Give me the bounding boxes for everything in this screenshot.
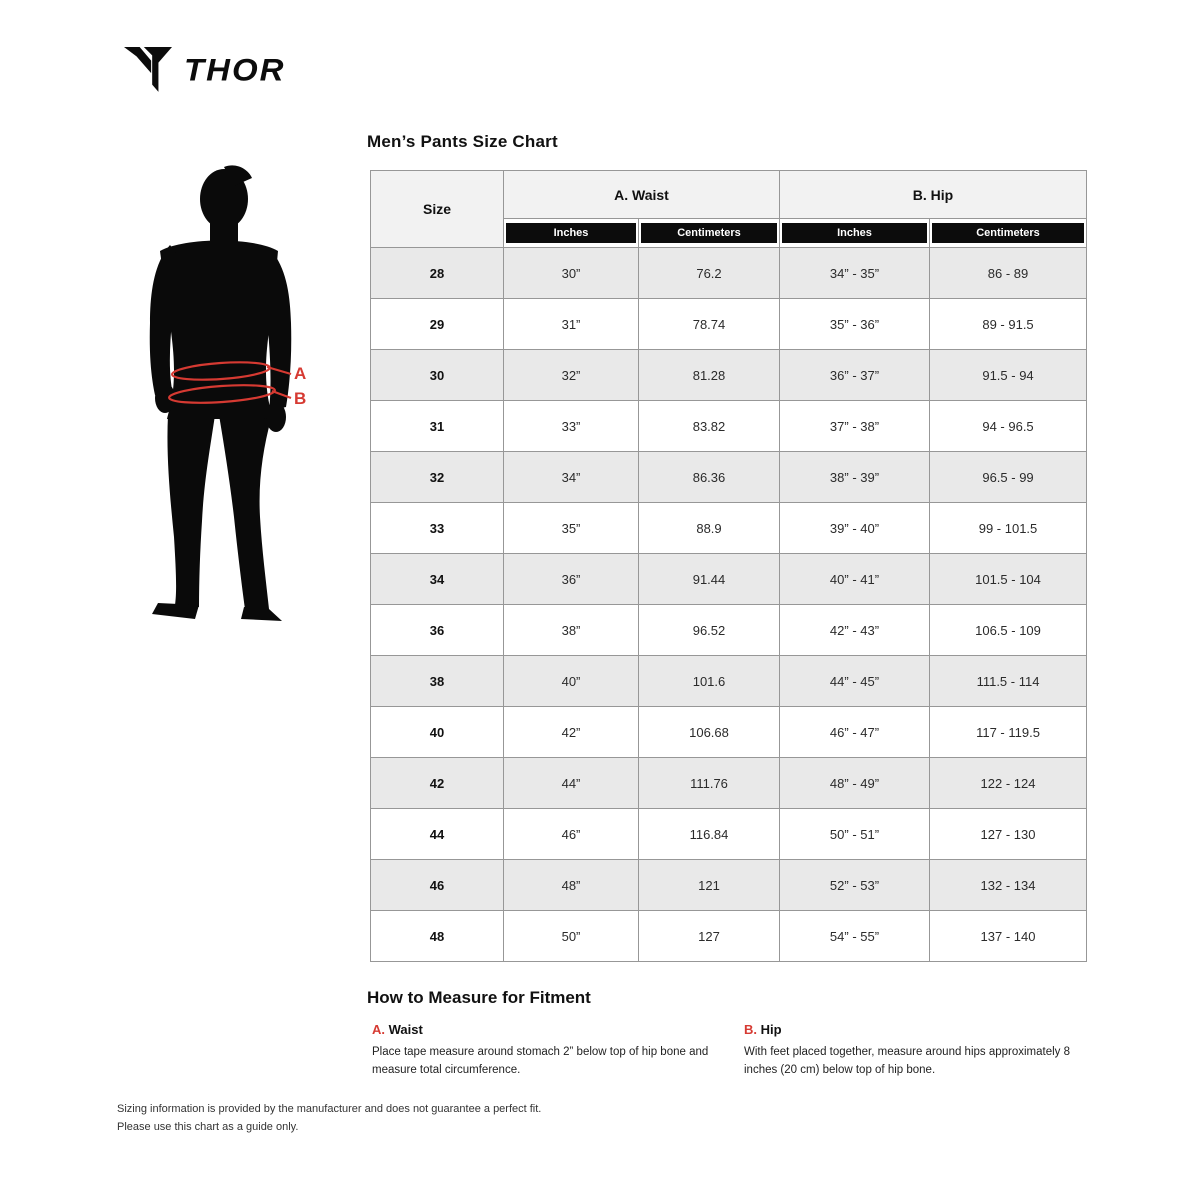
- size-cell: 48: [371, 911, 504, 962]
- measurement-cell: 116.84: [639, 809, 780, 860]
- measurement-cell: 86.36: [639, 452, 780, 503]
- measurement-cell: 50”: [504, 911, 639, 962]
- measurement-cell: 33”: [504, 401, 639, 452]
- measurement-cell: 121: [639, 860, 780, 911]
- measurement-cell: 127 - 130: [930, 809, 1087, 860]
- measure-name-waist: Waist: [388, 1022, 423, 1037]
- size-cell: 32: [371, 452, 504, 503]
- measurement-cell: 34”: [504, 452, 639, 503]
- measurement-cell: 76.2: [639, 248, 780, 299]
- measurement-cell: 39” - 40”: [780, 503, 930, 554]
- table-row: [371, 350, 1087, 401]
- size-cell: 31: [371, 401, 504, 452]
- measurement-cell: 96.52: [639, 605, 780, 656]
- measurement-cell: 132 - 134: [930, 860, 1087, 911]
- subheader-label: Centimeters: [641, 223, 777, 243]
- measurement-cell: 48”: [504, 860, 639, 911]
- table-row: [371, 554, 1087, 605]
- table-row: [371, 452, 1087, 503]
- howto-heading: How to Measure for Fitment: [367, 988, 591, 1007]
- measurement-cell: 44”: [504, 758, 639, 809]
- measurement-cell: 96.5 - 99: [930, 452, 1087, 503]
- measurement-cell: 91.5 - 94: [930, 350, 1087, 401]
- measurement-cell: 83.82: [639, 401, 780, 452]
- table-row: [371, 758, 1087, 809]
- column-header-hip: B. Hip: [780, 171, 1087, 219]
- measurement-cell: 106.5 - 109: [930, 605, 1087, 656]
- measurement-cell: 38” - 39”: [780, 452, 930, 503]
- measurement-cell: 81.28: [639, 350, 780, 401]
- size-cell: 38: [371, 656, 504, 707]
- measurement-cell: 94 - 96.5: [930, 401, 1087, 452]
- measurement-cell: 122 - 124: [930, 758, 1087, 809]
- measurement-cell: 106.68: [639, 707, 780, 758]
- measurement-cell: 30”: [504, 248, 639, 299]
- measurement-cell: 40”: [504, 656, 639, 707]
- table-row: [371, 299, 1087, 350]
- size-cell: 29: [371, 299, 504, 350]
- measurement-figure: [140, 155, 330, 665]
- waist-band-label: A: [294, 364, 307, 383]
- measurement-cell: 111.5 - 114: [930, 656, 1087, 707]
- subheader-label: Centimeters: [932, 223, 1084, 243]
- measurement-cell: 48” - 49”: [780, 758, 930, 809]
- measurement-cell: 40” - 41”: [780, 554, 930, 605]
- measure-label-waist: [372, 1022, 714, 1037]
- subheader-hip-inches: [780, 219, 930, 248]
- size-table-body: [371, 248, 1087, 962]
- measurement-cell: 46”: [504, 809, 639, 860]
- measurement-cell: 78.74: [639, 299, 780, 350]
- measurement-cell: 101.5 - 104: [930, 554, 1087, 605]
- subheader-waist-inches: [504, 219, 639, 248]
- subheader-label: Inches: [782, 223, 927, 243]
- size-cell: 28: [371, 248, 504, 299]
- measure-name-hip: Hip: [760, 1022, 782, 1037]
- size-cell: 34: [371, 554, 504, 605]
- table-row: [371, 605, 1087, 656]
- size-cell: 36: [371, 605, 504, 656]
- disclaimer: [117, 1100, 541, 1136]
- column-header-waist: A. Waist: [504, 171, 780, 219]
- table-row: [371, 503, 1087, 554]
- thor-horns-icon: [124, 47, 172, 95]
- measurement-cell: 44” - 45”: [780, 656, 930, 707]
- measure-instruction-waist: [372, 1022, 714, 1080]
- thor-logo: [124, 47, 286, 95]
- measurement-cell: 35”: [504, 503, 639, 554]
- measurement-cell: 31”: [504, 299, 639, 350]
- measurement-cell: 50” - 51”: [780, 809, 930, 860]
- size-cell: 46: [371, 860, 504, 911]
- column-header-size: Size: [371, 171, 504, 248]
- table-row: [371, 809, 1087, 860]
- measurement-cell: 36”: [504, 554, 639, 605]
- measurement-cell: 46” - 47”: [780, 707, 930, 758]
- size-cell: 33: [371, 503, 504, 554]
- chart-title: Men’s Pants Size Chart: [367, 132, 558, 151]
- measurement-cell: 42” - 43”: [780, 605, 930, 656]
- measurement-cell: 35” - 36”: [780, 299, 930, 350]
- measurement-cell: 38”: [504, 605, 639, 656]
- size-cell: 40: [371, 707, 504, 758]
- measurement-cell: 54” - 55”: [780, 911, 930, 962]
- size-cell: 30: [371, 350, 504, 401]
- table-row: [371, 656, 1087, 707]
- measurement-cell: 34” - 35”: [780, 248, 930, 299]
- measure-letter-b: B.: [744, 1022, 757, 1037]
- size-cell: 42: [371, 758, 504, 809]
- measure-label-hip: [744, 1022, 1086, 1037]
- measurement-cell: 42”: [504, 707, 639, 758]
- measurement-cell: 89 - 91.5: [930, 299, 1087, 350]
- table-row: [371, 248, 1087, 299]
- measurement-cell: 99 - 101.5: [930, 503, 1087, 554]
- measurement-cell: 36” - 37”: [780, 350, 930, 401]
- disclaimer-line-1: Sizing information is provided by the manufacturer and does not guarantee a perfect fit.: [117, 1103, 542, 1115]
- measurement-cell: 86 - 89: [930, 248, 1087, 299]
- subheader-hip-centimeters: [930, 219, 1087, 248]
- disclaimer-line-2: Please use this chart as a guide only.: [117, 1121, 299, 1134]
- measure-text-hip: With feet placed together, measure around hips approximately 8 inches (20 cm) below top of hip bone.: [744, 1046, 1071, 1077]
- measurement-cell: 91.44: [639, 554, 780, 605]
- table-row: [371, 860, 1087, 911]
- table-row: [371, 911, 1087, 962]
- measurement-cell: 37” - 38”: [780, 401, 930, 452]
- table-row: [371, 707, 1087, 758]
- size-cell: 44: [371, 809, 504, 860]
- measurement-cell: 52” - 53”: [780, 860, 930, 911]
- measurement-cell: 101.6: [639, 656, 780, 707]
- measurement-cell: 127: [639, 911, 780, 962]
- measurement-cell: 137 - 140: [930, 911, 1087, 962]
- measurement-cell: 111.76: [639, 758, 780, 809]
- hip-band-label: B: [294, 389, 307, 408]
- measurement-cell: 88.9: [639, 503, 780, 554]
- measure-letter-a: A.: [372, 1022, 385, 1037]
- measurement-cell: 117 - 119.5: [930, 707, 1087, 758]
- measurement-cell: 32”: [504, 350, 639, 401]
- measure-text-waist: Place tape measure around stomach 2” below top of hip bone and measure total circumference.: [372, 1046, 709, 1077]
- table-row: [371, 401, 1087, 452]
- male-silhouette-illustration: [140, 155, 330, 665]
- brand-name: THOR: [184, 51, 286, 88]
- subheader-waist-centimeters: [639, 219, 780, 248]
- measure-instruction-hip: [744, 1022, 1086, 1080]
- size-table: [370, 170, 1087, 962]
- subheader-label: Inches: [506, 223, 636, 243]
- table-group-header-row: [371, 171, 1087, 219]
